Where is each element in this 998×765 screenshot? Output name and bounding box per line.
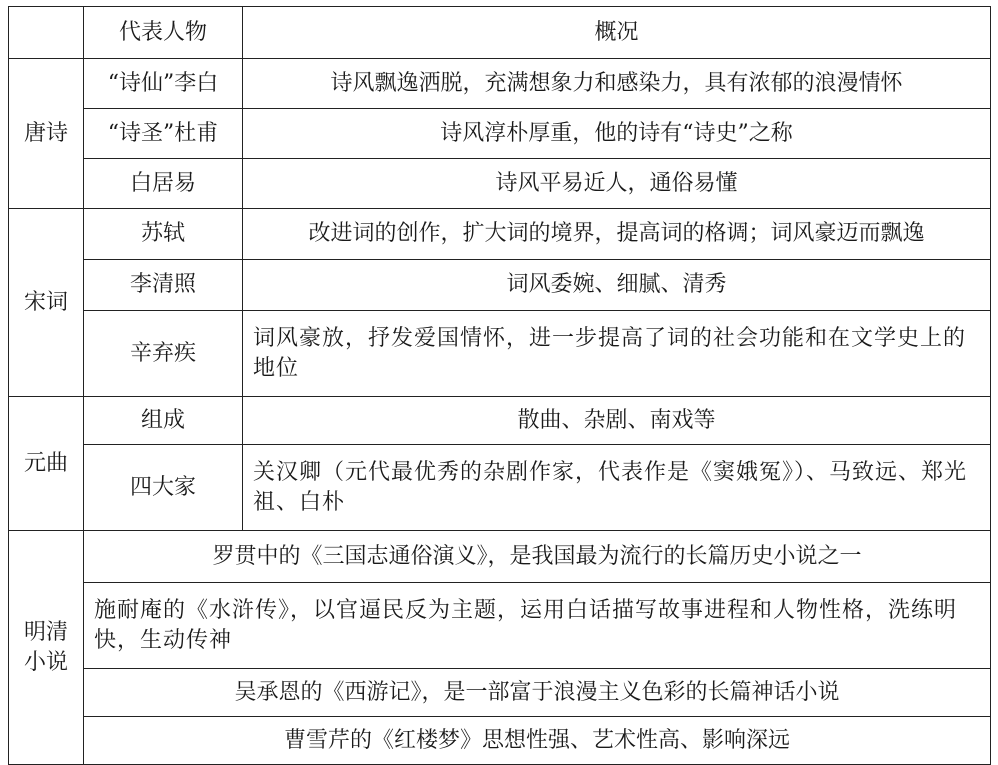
overview-cell: 诗风平易近人，通俗易懂 [243,159,991,209]
literature-table [8,6,991,765]
header-overview: 概况 [243,7,991,59]
novel-row-cell: 吴承恩的《西游记》，是一部富于浪漫主义色彩的长篇神话小说 [84,669,991,717]
person-cell: “诗仙”李白 [84,59,243,109]
table-row [9,209,991,260]
overview-cell: 诗风飘逸洒脱，充满想象力和感染力，具有浓郁的浪漫情怀 [243,59,991,109]
table-row [9,59,991,109]
overview-cell: 改进词的创作，扩大词的境界，提高词的格调；词风豪迈而飘逸 [243,209,991,260]
overview-cell: 词风委婉、细腻、清秀 [243,260,991,311]
table-row [9,109,991,159]
person-cell: 组成 [84,397,243,445]
novel-row-cell: 施耐庵的《水浒传》，以官逼民反为主题，运用白话描写故事进程和人物性格，洗练明快，生动传神 [84,583,991,669]
person-cell: 苏轼 [84,209,243,260]
person-cell: 辛弃疾 [84,311,243,397]
category-yuan: 元曲 [9,397,84,531]
table-row [9,583,991,669]
table-row [9,397,991,445]
header-row [9,7,991,59]
person-cell: 四大家 [84,445,243,531]
table-row [9,445,991,531]
table-row [9,531,991,583]
category-song: 宋词 [9,209,84,397]
table-row [9,717,991,765]
person-cell: “诗圣”杜甫 [84,109,243,159]
person-cell: 李清照 [84,260,243,311]
table-row [9,159,991,209]
person-cell: 白居易 [84,159,243,209]
category-tang: 唐诗 [9,59,84,209]
overview-cell: 散曲、杂剧、南戏等 [243,397,991,445]
category-mingqing: 明清小说 [9,531,84,765]
novel-row-cell: 曹雪芹的《红楼梦》思想性强、艺术性高、影响深远 [84,717,991,765]
table-row [9,260,991,311]
table-row [9,311,991,397]
overview-cell: 诗风淳朴厚重，他的诗有“诗史”之称 [243,109,991,159]
overview-cell: 词风豪放，抒发爱国情怀，进一步提高了词的社会功能和在文学史上的地位 [243,311,991,397]
header-blank-cell [9,7,84,59]
header-person: 代表人物 [84,7,243,59]
novel-row-cell: 罗贯中的《三国志通俗演义》，是我国最为流行的长篇历史小说之一 [84,531,991,583]
overview-cell: 关汉卿（元代最优秀的杂剧作家，代表作是《窦娥冤》）、马致远、郑光祖、白朴 [243,445,991,531]
table-row [9,669,991,717]
